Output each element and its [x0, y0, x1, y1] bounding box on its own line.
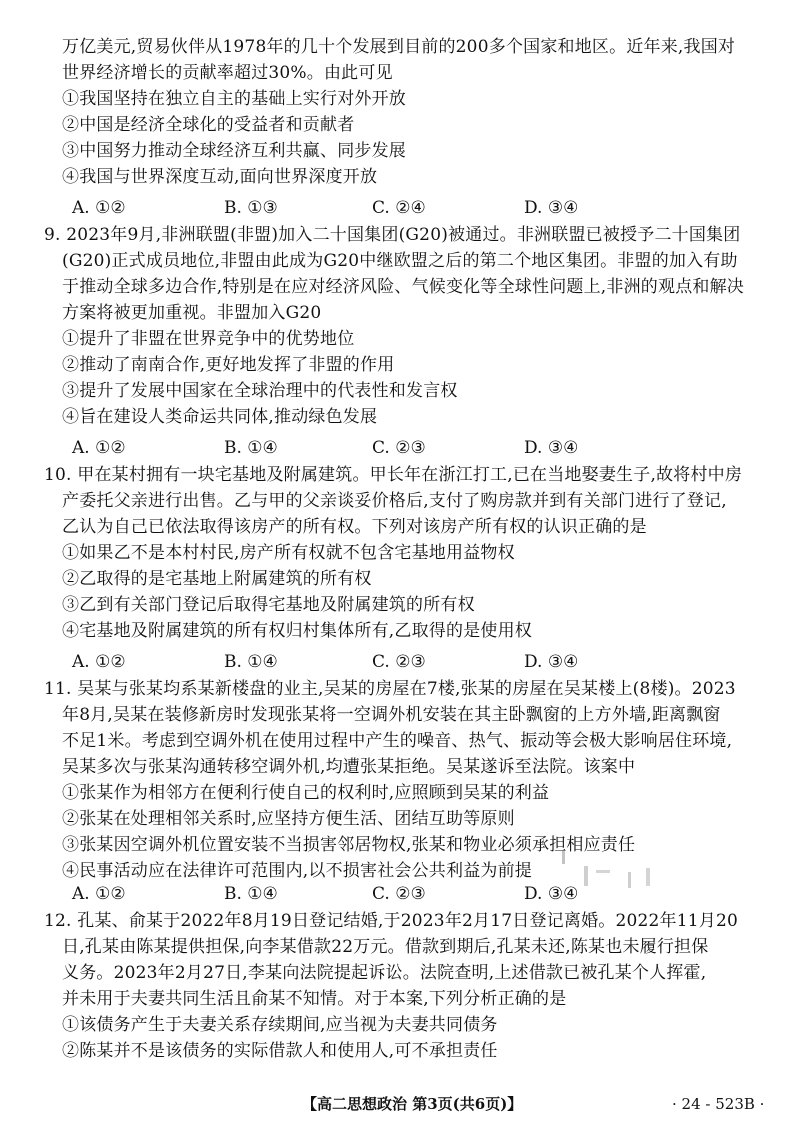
q9-option-1: ①提升了非盟在世界竞争中的优势地位 [62, 329, 355, 349]
q11-choice-c[interactable]: C. ②③ [372, 884, 426, 904]
q8-option-1: ①我国坚持在独立自主的基础上实行对外开放 [62, 89, 406, 109]
q8-text-line-2: 世界经济增长的贡献率超过30%。由此可见 [62, 63, 393, 83]
q8-choice-b[interactable]: B. ①③ [224, 198, 278, 218]
footer-exam-code: · 24 - 523B · [672, 1095, 765, 1113]
q8-choice-c[interactable]: C. ②④ [372, 198, 426, 218]
q10-choice-b[interactable]: B. ①④ [224, 652, 278, 672]
q9-stem-line-2: (G20)正式成员地位,非盟由此成为G20中继欧盟之后的第二个地区集团。非盟的加入有助 [62, 251, 738, 271]
q11-option-3: ③张某因空调外机位置安装不当损害邻居物权,张某和物业必须承担相应责任 [62, 835, 636, 855]
q9-option-3: ③提升了发展中国家在全球治理中的代表性和发言权 [62, 381, 458, 401]
q12-option-1: ①该债务产生于夫妻关系存续期间,应当视为夫妻共同债务 [62, 1015, 498, 1035]
q9-option-4: ④旨在建设人类命运共同体,推动绿色发展 [62, 407, 378, 427]
q9-stem-line-4: 方案将被更加重视。非盟加入G20 [62, 303, 322, 323]
q8-option-4: ④我国与世界深度互动,面向世界深度开放 [62, 167, 378, 187]
q9-choice-c[interactable]: C. ②③ [372, 438, 426, 458]
q12-option-2: ②陈某并不是该债务的实际借款人和使用人,可不承担责任 [62, 1041, 498, 1061]
q10-option-1: ①如果乙不是本村村民,房产所有权就不包含宅基地用益物权 [62, 543, 515, 563]
page-footer [0, 1092, 794, 1116]
q10-choices [72, 650, 712, 674]
q9-stem-line-1: 9. 2023年9月,非洲联盟(非盟)加入二十国集团(G20)被通过。非洲联盟已被授予二十国集团 [44, 225, 741, 245]
q10-stem-line-1: 10. 甲在某村拥有一块宅基地及附属建筑。甲长年在浙江打工,已在当地娶妻生子,故将村中房 [44, 465, 743, 485]
q11-choice-a[interactable]: A. ①② [72, 884, 126, 904]
q8-option-2: ②中国是经济全球化的受益者和贡献者 [62, 115, 355, 135]
q10-choice-a[interactable]: A. ①② [72, 652, 126, 672]
q11-option-2: ②张某在处理相邻关系时,应坚持方便生活、团结互助等原则 [62, 809, 515, 829]
q11-choice-d[interactable]: D. ③④ [524, 884, 579, 904]
q9-choice-a[interactable]: A. ①② [72, 438, 126, 458]
q12-stem-line-3: 义务。2023年2月27日,李某向法院提起诉讼。法院查明,上述借款已被孔某个人挥霍, [62, 963, 707, 983]
q10-option-4: ④宅基地及附属建筑的所有权归村集体所有,乙取得的是使用权 [62, 621, 533, 641]
q11-stem-line-4: 吴某多次与张某沟通转移空调外机,均遭张某拒绝。吴某遂诉至法院。该案中 [62, 757, 636, 777]
scan-smudge-mark [556, 848, 666, 892]
q8-choices [72, 196, 712, 220]
q9-choice-b[interactable]: B. ①④ [224, 438, 278, 458]
q11-stem-line-3: 不足1米。考虑到空调外机在使用过程中产生的噪音、热气、振动等会极大影响居住环境, [62, 731, 733, 751]
q11-option-4: ④民事活动应在法律许可范围内,以不损害社会公共利益为前提 [62, 861, 533, 881]
footer-page-info: 【高二思想政治 第3页(共6页)】 [302, 1095, 523, 1113]
q8-option-3: ③中国努力推动全球经济互利共赢、同步发展 [62, 141, 406, 161]
q8-choice-a[interactable]: A. ①② [72, 198, 126, 218]
q8-choice-d[interactable]: D. ③④ [524, 198, 579, 218]
q10-stem-line-3: 乙认为自己已依法取得该房产的所有权。下列对该房产所有权的认识正确的是 [62, 517, 647, 537]
q10-choice-d[interactable]: D. ③④ [524, 652, 579, 672]
q8-text-line-1: 万亿美元,贸易伙伴从1978年的几十个发展到目前的200多个国家和地区。近年来,我国对 [62, 37, 736, 57]
q11-stem-line-1: 11. 吴某与张某均系某新楼盘的业主,吴某的房屋在7楼,张某的房屋在吴某楼上(8楼)。2023 [44, 679, 736, 699]
q11-option-1: ①张某作为相邻方在便利行使自己的权利时,应照顾到吴某的利益 [62, 783, 550, 803]
q10-option-2: ②乙取得的是宅基地上附属建筑的所有权 [62, 569, 372, 589]
q9-stem-line-3: 于推动全球多边合作,特别是在应对经济风险、气候变化等全球性问题上,非洲的观点和解决 [62, 277, 745, 297]
q11-stem-line-2: 年8月,吴某在装修新房时发现张某将一空调外机安装在其主卧飘窗的上方外墙,距离飘窗 [62, 705, 721, 725]
q12-stem-line-4: 并未用于夫妻共同生活且俞某不知情。对于本案,下列分析正确的是 [62, 989, 567, 1009]
q10-choice-c[interactable]: C. ②③ [372, 652, 426, 672]
q9-choices [72, 436, 712, 460]
q12-stem-line-1: 12. 孔某、俞某于2022年8月19日登记结婚,于2023年2月17日登记离婚。2022年11月20 [44, 911, 738, 931]
q10-stem-line-2: 产委托父亲进行出售。乙与甲的父亲谈妥价格后,支付了购房款并到有关部门进行了登记, [62, 491, 727, 511]
q10-option-3: ③乙到有关部门登记后取得宅基地及附属建筑的所有权 [62, 595, 475, 615]
q12-stem-line-2: 日,孔某由陈某提供担保,向李某借款22万元。借款到期后,孔某未还,陈某也未履行担保 [62, 937, 709, 957]
q11-choice-b[interactable]: B. ①④ [224, 884, 278, 904]
q9-option-2: ②推动了南南合作,更好地发挥了非盟的作用 [62, 355, 395, 375]
q9-choice-d[interactable]: D. ③④ [524, 438, 579, 458]
